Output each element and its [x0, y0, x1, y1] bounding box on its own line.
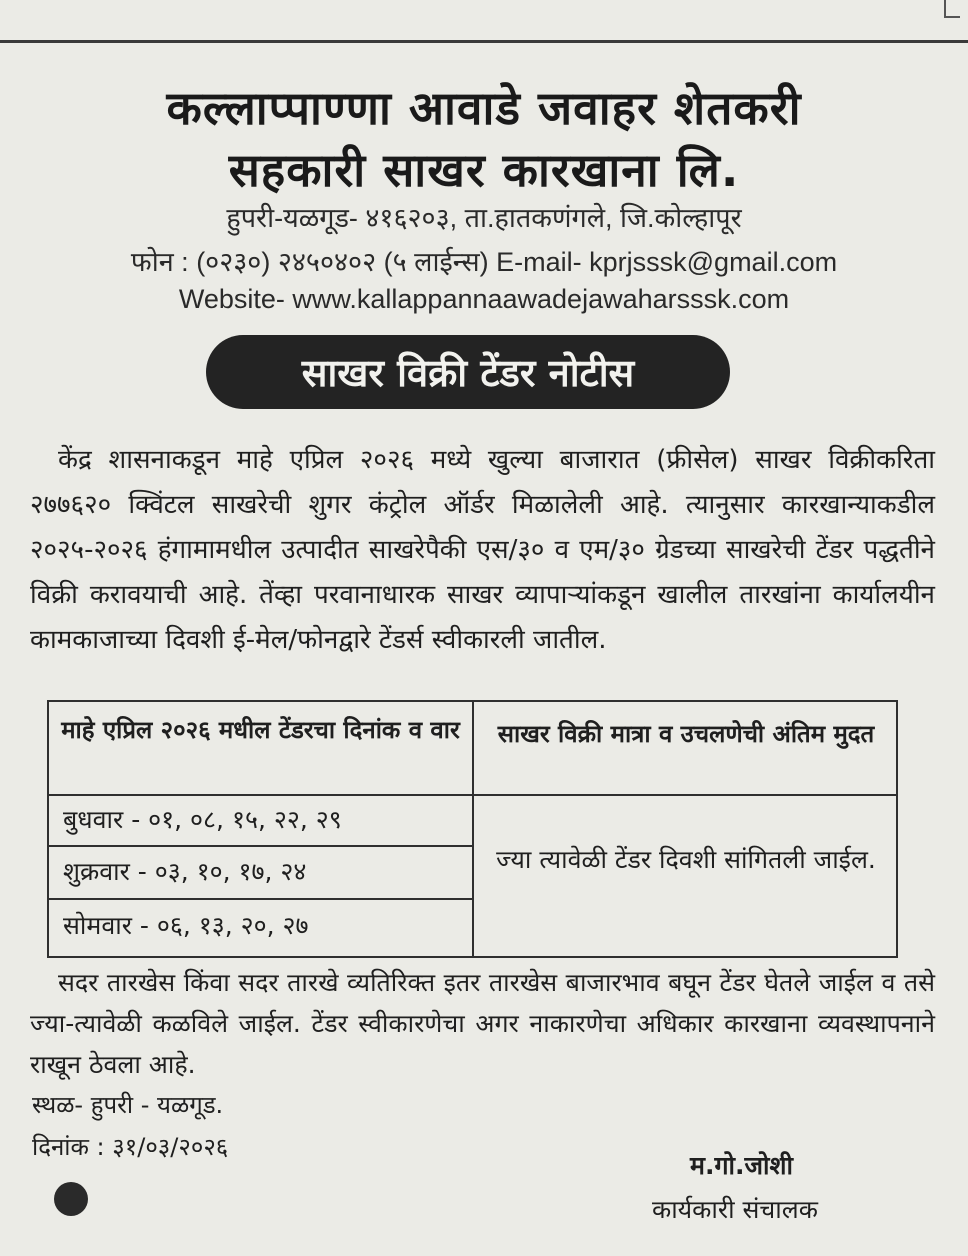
- corner-mark: [944, 0, 960, 18]
- table-header-quantity: साखर विक्री मात्रा व उचलणेची अंतिम मुदत: [497, 720, 875, 748]
- table-cell-deadline: ज्या त्यावेळी टेंडर दिवशी सांगितली जाईल.: [496, 845, 876, 874]
- table-row-friday: शुक्रवार - ०३, १०, १७, २४: [63, 857, 307, 886]
- org-phone-email: फोन : (०२३०) २४५०४०२ (५ लाईन्स) E-mail- kprjsssk@gmail.com: [130, 247, 838, 277]
- table-divider-header: [49, 794, 896, 796]
- org-address: हुपरी-यळगूड- ४१६२०३, ता.हातकणंगले, जि.कोल्हापूर: [226, 203, 742, 233]
- tender-notice: [0, 40, 968, 1256]
- notice-place: स्थळ- हुपरी - यळगूड.: [32, 1091, 224, 1119]
- top-border-rule: [0, 0, 968, 43]
- notice-footer-paragraph: सदर तारखेस किंवा सदर तारखे व्यतिरिक्त इतर तारखेस बाजारभाव बघून टेंडर घेतले जाईल व तसे ज्या-त्यावेळी कळविले जाईल. टेंडर स्वीकारणेचा अगर नाकारणेचा अधिकार कारखाना व्यवस्थापनाने राखून ठेवला आहे.: [30, 968, 935, 1079]
- notice-title: साखर विक्री टेंडर नोटीस: [301, 351, 635, 395]
- notice-date: दिनांक : ३१/०३/२०२६: [32, 1133, 229, 1161]
- notice-body-paragraph: केंद्र शासनाकडून माहे एप्रिल २०२६ मध्ये खुल्या बाजारात (फ्रीसेल) साखर विक्रीकरिता २७७६२० क्विंटल साखरेची शुगर कंट्रोल ऑर्डर मिळालेली आहे. त्यानुसार कारखान्याकडील २०२५-२०२६ हंगामामधील उत्पादीत साखरेपैकी एस/३० व एम/३० ग्रेडच्या साखरेची टेंडर पद्धतीने विक्री करावयाची आहे. तेंव्हा परवानाधारक साखर व्यापाऱ्यांकडून खालील तारखांना कार्यालयीन कामकाजाच्या दिवशी ई-मेल/फोनद्वारे टेंडर्स स्वीकारली जातील.: [30, 445, 935, 655]
- table-divider-row1: [49, 845, 472, 847]
- org-name-line2: सहकारी साखर कारखाना लि.: [228, 143, 740, 197]
- tender-schedule-table: [47, 700, 898, 958]
- notice-title-banner: [206, 335, 730, 409]
- org-name-line1: कल्लाप्पाण्णा आवाडे जवाहर शेतकरी: [166, 81, 802, 135]
- table-divider-row2: [49, 898, 472, 900]
- signatory-name: म.गो.जोशी: [690, 1151, 793, 1180]
- table-row-monday: सोमवार - ०६, १३, २०, २७: [63, 911, 309, 940]
- paper-hole-mark: [54, 1182, 88, 1216]
- table-row-wednesday: बुधवार - ०१, ०८, १५, २२, २९: [63, 805, 342, 834]
- org-website: Website- www.kallappannaawadejawaharsssk.com: [178, 284, 790, 314]
- signatory-title: कार्यकारी संचालक: [652, 1195, 818, 1224]
- table-header-dates: माहे एप्रिल २०२६ मधील टेंडरचा दिनांक व वार: [61, 716, 460, 744]
